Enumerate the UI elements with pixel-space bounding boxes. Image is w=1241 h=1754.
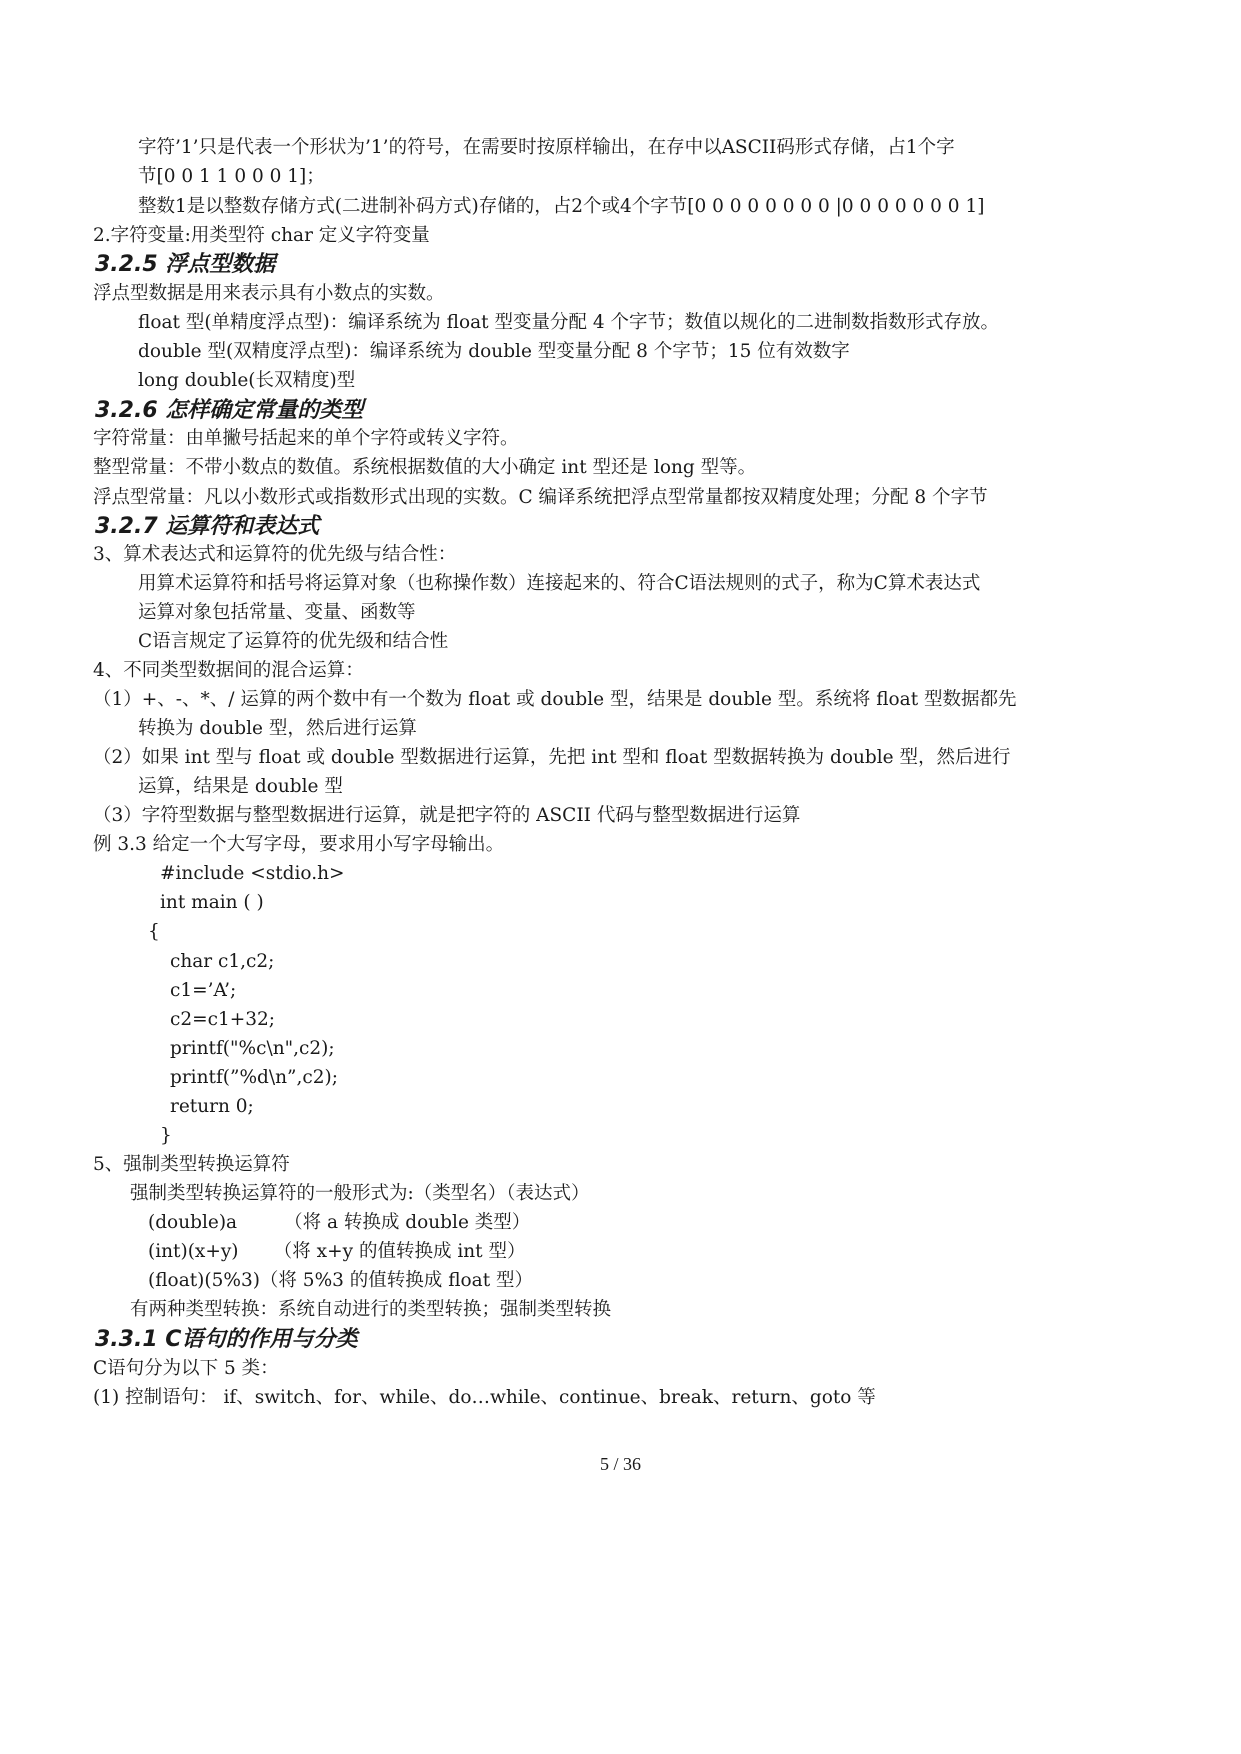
- text-line: long double(长双精度)型: [138, 370, 356, 391]
- text-line: float 型(单精度浮点型)：编译系统为 float 型变量分配 4 个字节；数值以规化的二进制数指数形式存放。: [138, 312, 999, 333]
- text-line: 浮点型数据是用来表示具有小数点的实数。: [93, 283, 445, 304]
- text-line: 强制类型转换运算符的一般形式为:（类型名）（表达式）: [130, 1183, 590, 1204]
- text-line: 有两种类型转换：系统自动进行的类型转换；强制类型转换: [130, 1299, 612, 1320]
- text-line: 字符’1’只是代表一个形状为’1’的符号，在需要时按原样输出，在存中以ASCII码形式存储，占1个字: [138, 137, 955, 158]
- text-line: 3、算术表达式和运算符的优先级与结合性：: [93, 544, 457, 565]
- code-line: c2=c1+32;: [170, 1009, 276, 1030]
- text-line: (int)(x+y) （将 x+y 的值转换成 int 型）: [148, 1241, 526, 1262]
- code-line: int main ( ): [160, 892, 264, 913]
- code-line: char c1,c2;: [170, 951, 275, 972]
- code-line: printf(”%d\n”,c2);: [170, 1067, 338, 1088]
- text-line: 运算，结果是 double 型: [138, 776, 343, 797]
- text-line: 浮点型常量：凡以小数形式或指数形式出现的实数。C 编译系统把浮点型常量都按双精度处理；分配 8 个字节: [93, 487, 988, 508]
- text-line: 字符常量：由单撇号括起来的单个字符或转义字符。: [93, 428, 519, 449]
- text-line: 整数1是以整数存储方式(二进制补码方式)存储的，占2个或4个字节[0 0 0 0 0 0 0 0 |0 0 0 0 0 0 0 1]: [138, 196, 985, 217]
- code-line: c1=’A’;: [170, 980, 237, 1001]
- text-line: 例 3.3 给定一个大写字母，要求用小写字母输出。: [93, 834, 505, 855]
- code-line: return 0;: [170, 1096, 254, 1117]
- code-line: }: [160, 1125, 172, 1146]
- section-heading: 3.2.5 浮点型数据: [95, 252, 276, 277]
- code-line: {: [148, 921, 160, 942]
- section-heading: 3.2.7 运算符和表达式: [95, 514, 320, 539]
- text-line: 运算对象包括常量、变量、函数等: [138, 602, 416, 623]
- code-line: printf("%c\n",c2);: [170, 1038, 335, 1059]
- text-line: double 型(双精度浮点型)：编译系统为 double 型变量分配 8 个字节；15 位有效数字: [138, 341, 850, 362]
- text-line: （2）如果 int 型与 float 或 double 型数据进行运算，先把 int 型和 float 型数据转换为 double 型，然后进行: [93, 747, 1011, 768]
- text-line: 2.字符变量:用类型符 char 定义字符变量: [93, 225, 430, 246]
- text-line: 用算术运算符和括号将运算对象（也称操作数）连接起来的、符合C语法规则的式子，称为C算术表达式: [138, 573, 981, 594]
- page-number: 5 / 36: [599, 1454, 641, 1474]
- text-line: （1）+、-、*、/ 运算的两个数中有一个数为 float 或 double 型，结果是 double 型。系统将 float 型数据都先: [93, 689, 1017, 710]
- text-line: (float)(5%3)（将 5%3 的值转换成 float 型）: [148, 1270, 534, 1291]
- text-line: 节[0 0 1 1 0 0 0 1]；: [138, 166, 325, 187]
- text-line: 5、强制类型转换运算符: [93, 1154, 290, 1175]
- code-line: #include <stdio.h>: [160, 863, 345, 884]
- text-line: C语言规定了运算符的优先级和结合性: [138, 631, 449, 652]
- text-line: 整型常量：不带小数点的数值。系统根据数值的大小确定 int 型还是 long 型等。: [93, 457, 757, 478]
- text-line: 4、不同类型数据间的混合运算：: [93, 660, 364, 681]
- text-line: (double)a （将 a 转换成 double 类型）: [148, 1212, 531, 1233]
- text-line: （3）字符型数据与整型数据进行运算，就是把字符的 ASCII 代码与整型数据进行运算: [93, 805, 801, 826]
- text-line: (1) 控制语句： if、switch、for、while、do…while、continue、break、return、goto 等: [93, 1387, 876, 1408]
- section-heading: 3.2.6 怎样确定常量的类型: [95, 398, 364, 423]
- text-line: C语句分为以下 5 类：: [93, 1358, 279, 1379]
- text-line: 转换为 double 型，然后进行运算: [138, 718, 417, 739]
- section-heading: 3.3.1 C语句的作用与分类: [95, 1327, 358, 1352]
